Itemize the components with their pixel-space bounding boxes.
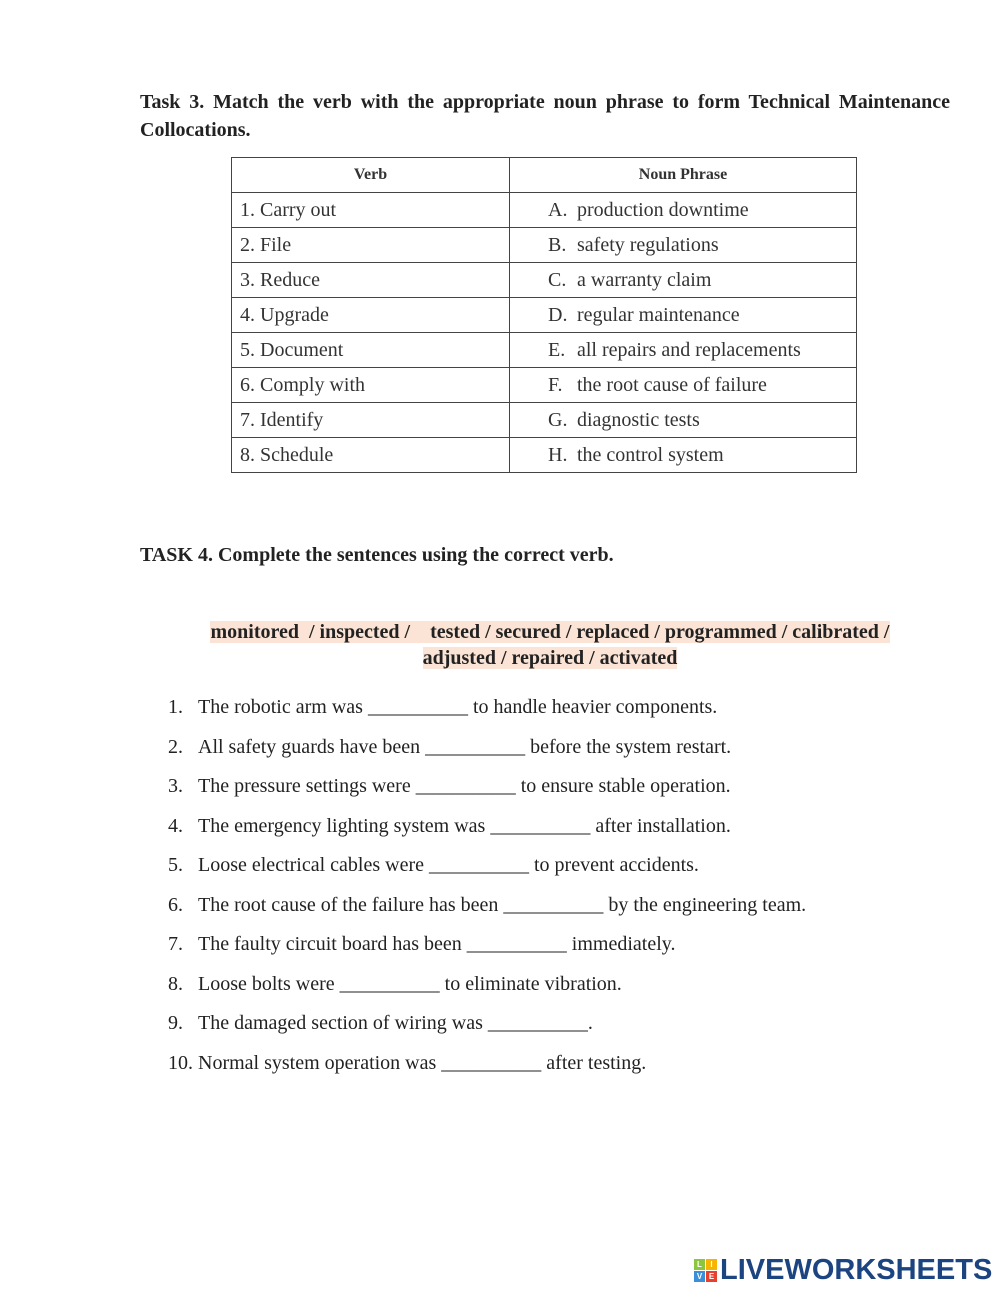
sentence-number: 6.	[168, 893, 183, 916]
task3-title: Task 3. Match the verb with the appropriate noun phrase to form Technical Maintenance Collocations.	[140, 91, 950, 141]
noun-phrase-cell	[510, 263, 857, 298]
verb-cell: 7. Identify	[232, 403, 510, 438]
sentence-item	[168, 931, 806, 971]
sentence-text: Loose electrical cables were __________ to prevent accidents.	[198, 854, 699, 876]
sentence-number: 2.	[168, 735, 183, 758]
sentence-text: Normal system operation was __________ after testing.	[198, 1051, 647, 1074]
table-row	[232, 403, 857, 438]
header-verb: Verb	[232, 158, 510, 193]
sentence-text: Loose bolts were __________ to eliminate vibration.	[198, 972, 622, 995]
noun-phrase-text: the root cause of failure	[577, 373, 767, 396]
noun-phrase-text: regular maintenance	[577, 303, 740, 326]
sentence-number: 8.	[168, 972, 183, 995]
sentence-number: 10.	[168, 1051, 193, 1074]
verb-cell: 4. Upgrade	[232, 298, 510, 333]
sentence-number: 1.	[168, 696, 183, 718]
sentence-text: All safety guards have been __________ before the system restart.	[198, 735, 732, 758]
sentence-item	[168, 852, 806, 892]
sentence-item	[168, 1050, 806, 1090]
noun-phrase-text: a warranty claim	[577, 268, 712, 291]
option-letter: F.	[548, 373, 563, 396]
sentence-text: The damaged section of wiring was __________.	[198, 1012, 593, 1034]
noun-phrase-text: production downtime	[577, 198, 749, 221]
noun-phrase-text: all repairs and replacements	[577, 338, 801, 361]
sentence-item	[168, 734, 806, 774]
word-bank-line1: monitored / inspected / tested / secured / replaced / programmed / calibrated /	[210, 621, 890, 643]
noun-phrase-cell	[510, 298, 857, 333]
logo-block: E	[706, 1271, 717, 1282]
sentence-number: 9.	[168, 1012, 183, 1034]
option-letter: E.	[548, 338, 566, 361]
table-row	[232, 263, 857, 298]
sentence-item	[168, 694, 806, 734]
logo-blocks-icon	[694, 1259, 717, 1282]
sentence-text: The emergency lighting system was __________ after installation.	[198, 814, 731, 837]
noun-phrase-text: diagnostic tests	[577, 408, 700, 431]
sentence-text: The root cause of the failure has been __________ by the engineering team.	[198, 893, 807, 916]
verb-cell: 6. Comply with	[232, 368, 510, 403]
noun-phrase-cell	[510, 228, 857, 263]
sentence-item	[168, 1010, 806, 1050]
option-letter: G.	[548, 408, 568, 431]
verb-cell: 1. Carry out	[232, 193, 510, 228]
sentence-item	[168, 773, 806, 813]
sentence-text: The faulty circuit board has been __________ immediately.	[198, 933, 676, 955]
option-letter: C.	[548, 268, 567, 291]
table-row	[232, 193, 857, 228]
sentence-number: 4.	[168, 814, 183, 837]
sentence-number: 5.	[168, 854, 183, 876]
sentence-number: 7.	[168, 933, 183, 955]
noun-phrase-text: the control system	[577, 443, 724, 466]
sentence-item	[168, 971, 806, 1011]
logo-block: I	[706, 1259, 717, 1270]
noun-phrase-cell	[510, 333, 857, 368]
logo-block: L	[694, 1259, 705, 1270]
sentence-text: The pressure settings were __________ to ensure stable operation.	[198, 775, 731, 797]
noun-phrase-text: safety regulations	[577, 233, 719, 256]
logo-text: LIVEWORKSHEETS	[720, 1254, 993, 1286]
table-row	[232, 298, 857, 333]
verb-cell: 8. Schedule	[232, 438, 510, 473]
option-letter: B.	[548, 233, 567, 256]
noun-phrase-cell	[510, 438, 857, 473]
task4-title: TASK 4. Complete the sentences using the correct verb.	[140, 544, 614, 566]
table-header-row	[232, 158, 857, 193]
liveworksheets-logo	[694, 1254, 992, 1287]
sentence-list	[168, 694, 806, 1089]
option-letter: D.	[548, 303, 568, 326]
table-row	[232, 368, 857, 403]
noun-phrase-cell	[510, 193, 857, 228]
sentence-item	[168, 813, 806, 853]
option-letter: A.	[548, 198, 568, 221]
sentence-text: The robotic arm was __________ to handle heavier components.	[198, 696, 718, 718]
verb-cell: 3. Reduce	[232, 263, 510, 298]
table-row	[232, 438, 857, 473]
verb-cell: 2. File	[232, 228, 510, 263]
word-bank	[150, 619, 950, 671]
sentence-item	[168, 892, 806, 932]
word-bank-line2: adjusted / repaired / activated	[422, 647, 678, 669]
option-letter: H.	[548, 443, 568, 466]
table-row	[232, 333, 857, 368]
logo-block: V	[694, 1271, 705, 1282]
header-noun-phrase: Noun Phrase	[510, 158, 857, 193]
sentence-number: 3.	[168, 775, 183, 797]
noun-phrase-cell	[510, 403, 857, 438]
verb-cell: 5. Document	[232, 333, 510, 368]
noun-phrase-cell	[510, 368, 857, 403]
table-row	[232, 228, 857, 263]
collocation-table	[231, 157, 857, 473]
